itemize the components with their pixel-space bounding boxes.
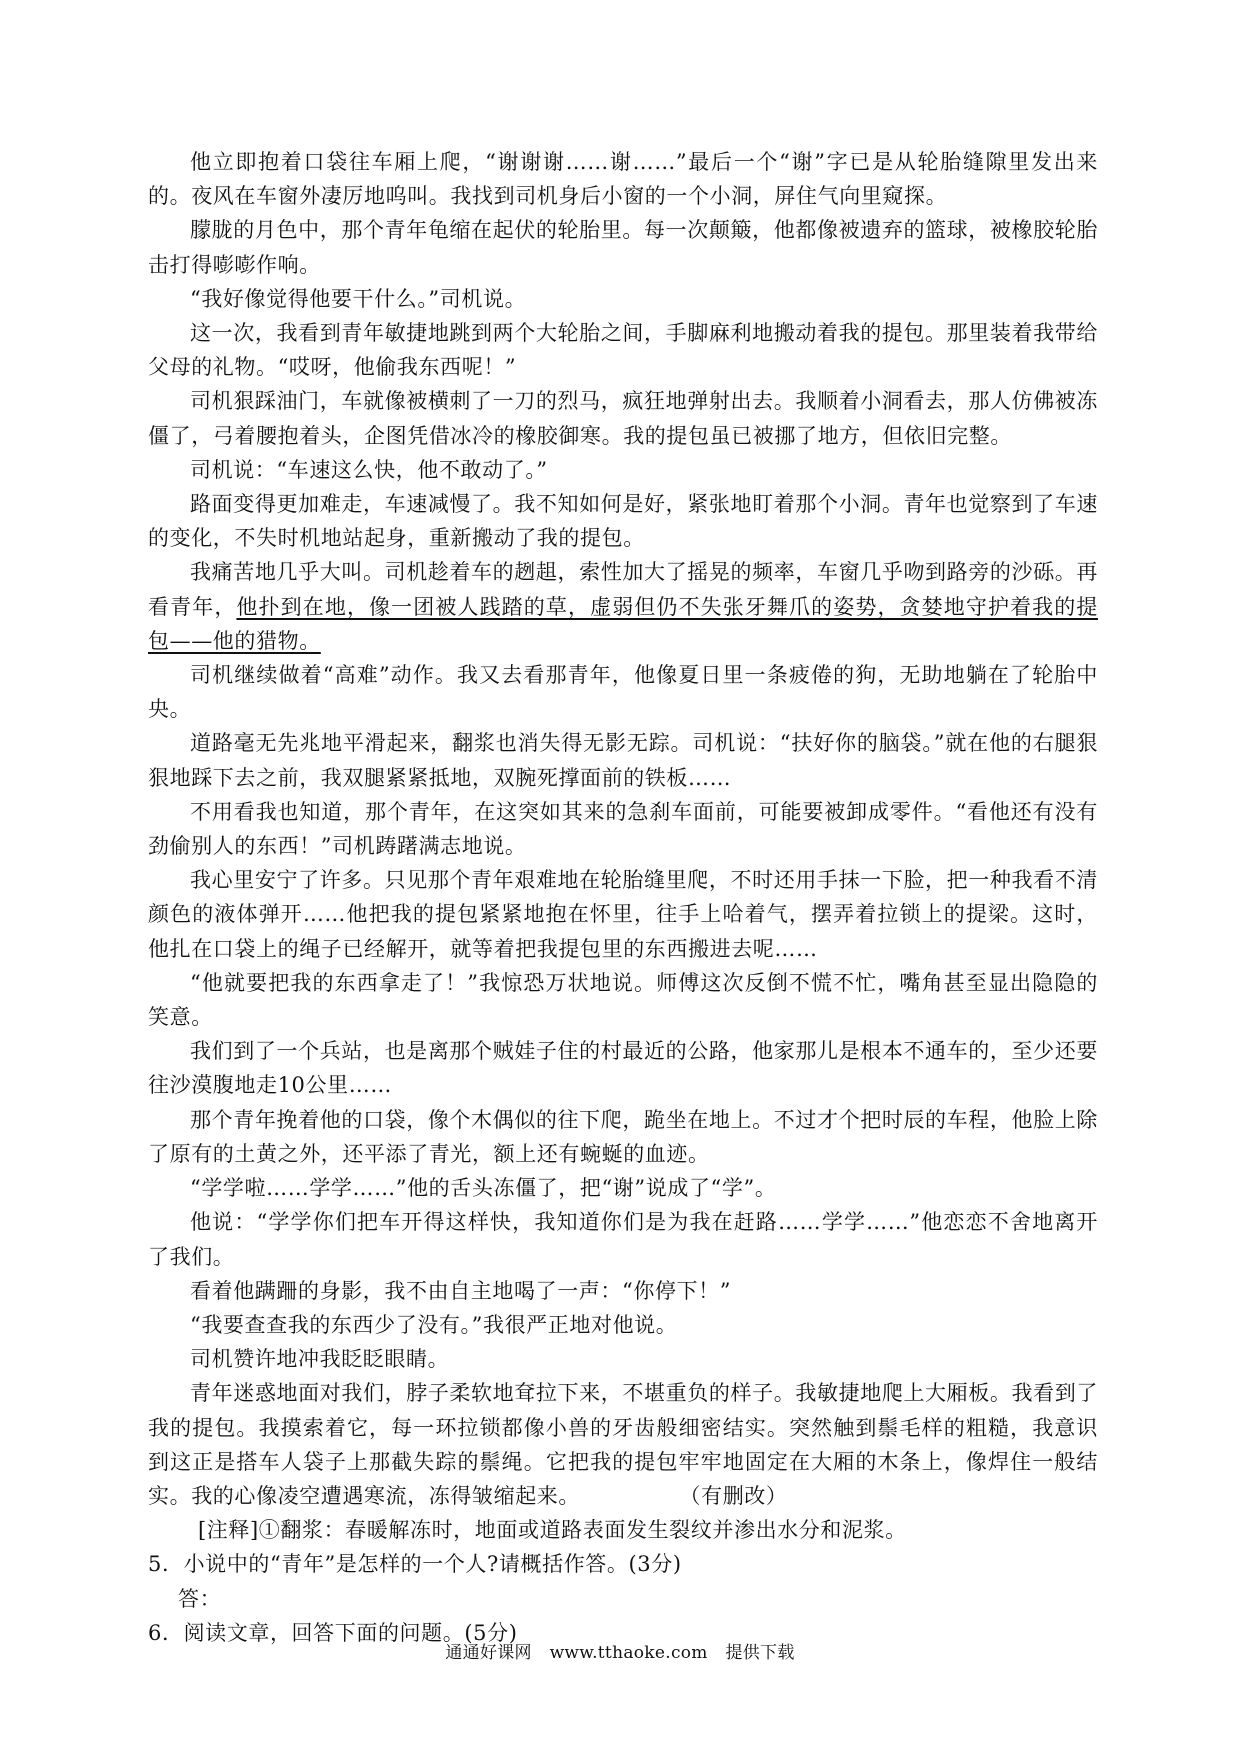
paragraph: “他就要把我的东西拿走了！”我惊恐万状地说。师傅这次反倒不慌不忙，嘴角甚至显出隐隐的笑意。 [148, 970, 1098, 1030]
question-number: 5． [148, 1552, 184, 1577]
underlined-paragraph [148, 555, 1098, 658]
answer-label: 答： [178, 1586, 222, 1611]
paragraph: 道路毫无先兆地平滑起来，翻浆也消失得无影无踪。司机说：“扶好你的脑袋。”就在他的右腿狠狠地踩下去之前，我双腿紧紧抵地，双腕死撑面前的铁板…… [148, 731, 1098, 790]
paragraph: 不用看我也知道，那个青年，在这突如其来的急刹车面前，可能要被卸成零件。“看他还有没有劲偷别人的东西！”司机踌躇满志地说。 [148, 799, 1098, 859]
underlined-sentence: 他扑到在地，像一团被人践踏的草，虚弱但仍不失张牙舞爪的姿势，贪婪地守护着我的提包——他的猎物。 [148, 594, 1098, 653]
paragraph: 朦胧的月色中，那个青年龟缩在起伏的轮胎里。每一次颠簸，他都像被遗弃的篮球，被橡胶轮胎击打得嘭嘭作响。 [148, 218, 1098, 277]
paragraph: 那个青年挽着他的口袋，像个木偶似的往下爬，跪坐在地上。不过才个把时辰的车程，他脸上除了原有的土黄之外，还平添了青光，额上还有蜿蜒的血迹。 [148, 1107, 1098, 1166]
paragraph: 司机说：“车速这么快，他不敢动了。” [190, 457, 548, 482]
footer-suffix: 提供下载 [725, 1643, 795, 1663]
page-footer [0, 1638, 1240, 1663]
question-5 [148, 1547, 1098, 1581]
paragraph: 司机继续做着“高难”动作。我又去看那青年，他像夏日里一条疲倦的狗，无助地躺在了轮胎中央。 [148, 663, 1098, 722]
paragraph: 他说：“学学你们把车开得这样快，我知道你们是为我在赶路……学学……”他恋恋不舍地离开了我们。 [148, 1210, 1098, 1269]
paragraph-text: 我痛苦地几乎大叫。司机趁着车的趔趄，索性加大了摇晃的频率，车窗几乎吻到路旁的沙砾。再看青年， [148, 560, 1098, 619]
paragraph: 路面变得更加难走，车速减慢了。我不知如何是好，紧张地盯着那个小洞。青年也觉察到了车速的变化，不失时机地站起身，重新搬动了我的提包。 [148, 492, 1098, 551]
edit-note: （有删改） [690, 1483, 788, 1508]
question-number: 6． [148, 1620, 184, 1645]
paragraph: 司机狠踩油门，车就像被横刺了一刀的烈马，疯狂地弹射出去。我顺着小洞看去，那人仿佛被冻僵了，弓着腰抱着头，企图凭借冰冷的橡胶御寒。我的提包虽已被挪了地方，但依旧完整。 [148, 389, 1098, 448]
paragraph: 他立即抱着口袋往车厢上爬，“谢谢谢……谢……”最后一个“谢”字已是从轮胎缝隙里发出来的。夜风在车窗外凄厉地呜叫。我找到司机身后小窗的一个小洞，屏住气向里窥探。 [148, 150, 1098, 209]
paragraph-text: 青年迷惑地面对我们，脖子柔软地耷拉下来，不堪重负的样子。我敏捷地爬上大厢板。我看到了我的提包。我摸索着它，每一环拉锁都像小兽的牙齿般细密结实。突然触到鬃毛样的粗糙，我意识到这正是搭车人袋子上那截失踪的鬃绳。它把我的提包牢牢地固定在大厢的木条上，像焊住一般结实。我的心像凌空遭遇寒流，冻得皱缩起来。 [148, 1381, 1098, 1508]
footer-url[interactable]: www.tthaoke.com [549, 1643, 708, 1663]
paragraph: 我心里安宁了许多。只见那个青年艰难地在轮胎缝里爬，不时还用手抹一下脸，把一种我看不清颜色的液体弹开……他把我的提包紧紧地抱在怀里，往手上哈着气，摆弄着拉锁上的提梁。这时，他扎在口袋上的绳子已经解开，就等着把我提包里的东西搬进去呢…… [148, 868, 1098, 961]
paragraph: “我好像觉得他要干什么。”司机说。 [190, 286, 527, 311]
paragraph: 司机赞许地冲我眨眨眼睛。 [190, 1347, 450, 1372]
paragraph: 我们到了一个兵站，也是离那个贼娃子住的村最近的公路，他家那儿是根本不通车的，至少还要往沙漠腹地走10公里…… [148, 1039, 1098, 1098]
article-body [148, 145, 1098, 1650]
question-text: 阅读文章，回答下面的问题。(5分) [183, 1620, 518, 1645]
paragraph: “学学啦……学学……”他的舌头冻僵了，把“谢”说成了“学”。 [190, 1176, 777, 1201]
paragraph: “我要查查我的东西少了没有。”我很严正地对他说。 [190, 1312, 678, 1337]
footer-site-name: 通通好课网 [445, 1643, 532, 1663]
paragraph: 这一次，我看到青年敏捷地跳到两个大轮胎之间，手脚麻利地搬动着我的提包。那里装着我带给父母的礼物。“哎呀，他偷我东西呢！” [148, 321, 1098, 380]
annotation: [注释]①翻浆：春暖解冻时，地面或道路表面发生裂纹并渗出水分和泥浆。 [198, 1518, 907, 1543]
paragraph: 看着他蹒跚的身影，我不由自主地喝了一声：“你停下！” [190, 1278, 732, 1303]
question-text: 小说中的“青年”是怎样的一个人?请概括作答。(3分) [183, 1552, 682, 1577]
final-paragraph [148, 1376, 1098, 1513]
